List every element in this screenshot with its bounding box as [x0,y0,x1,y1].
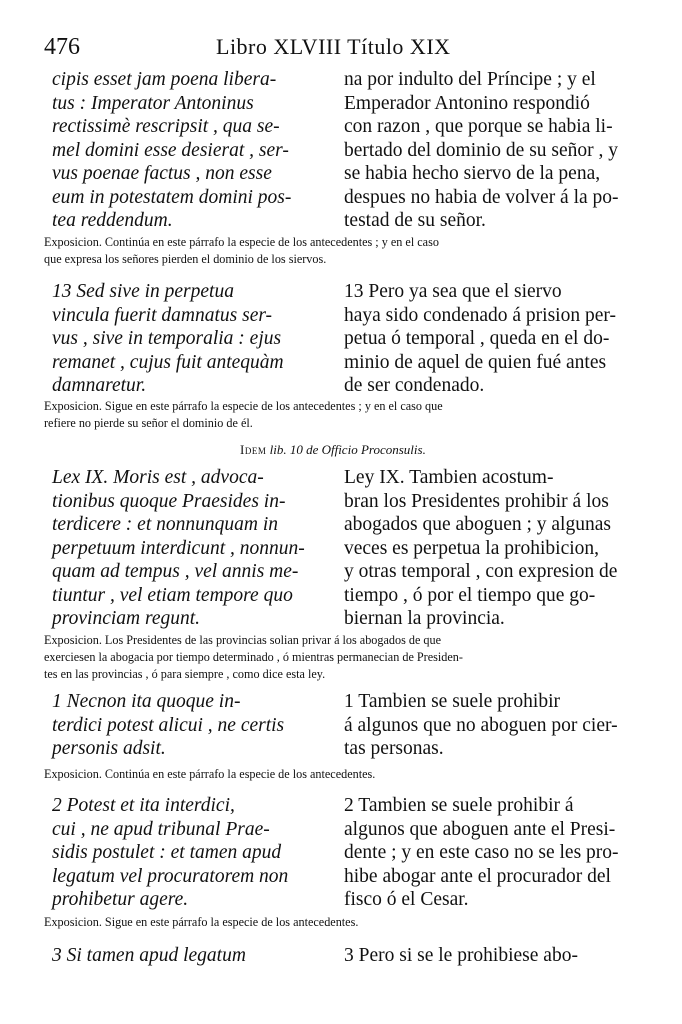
spanish-line: na por indulto del Príncipe ; y el [344,69,596,90]
exposition-line: que expresa los señores pierden el dominio de los siervos. [44,252,327,266]
latin-column [52,68,324,233]
exposition-line: Exposicion. Continúa en este párrafo la especie de los antecedentes ; y en el caso [44,235,439,249]
latin-column [52,690,324,761]
spanish-line: 1 Tambien se suele prohibir [344,691,560,712]
latin-line: provinciam regunt. [52,608,201,629]
latin-line: vincula fuerit damnatus ser- [52,304,273,326]
exposition-line: tes en las provincias , ó para siempre , como dice esta ley. [44,667,326,681]
latin-line: sidis postulet : et tamen apud [52,842,282,863]
latin-line: rectissimè rescripsit , qua se- [52,116,280,137]
latin-line: eum in potestatem domini pos- [52,186,292,208]
spanish-line: tas personas. [344,738,444,759]
latin-line: 3 Si tamen apud legatum [52,945,246,966]
latin-line: vus , sive in temporalia : ejus [52,328,282,349]
spanish-line: despues no habia de volver á la po- [344,186,619,208]
exposition-line: Exposicion. Sigue en este párrafo la especie de los antecedentes ; y en el caso que [44,399,443,413]
latin-line: prohibetur agere. [52,889,189,910]
spanish-line: Ley IX. Tambien acostum- [344,467,554,488]
exposition-line: refiere no pierde su señor el dominio de él. [44,416,253,430]
exposition-line: Exposicion. Sigue en este párrafo la especie de los antecedentes. [44,915,359,929]
spanish-line: 2 Tambien se suele prohibir á [344,795,574,816]
spanish-line: Emperador Antonino respondió [344,92,590,114]
latin-column [52,944,324,968]
latin-line: vus poenae factus , non esse [52,163,272,184]
latin-line: personis adsit. [52,738,166,759]
spanish-line: 3 Pero si se le prohibiese abo- [344,945,578,966]
latin-column [52,466,324,631]
latin-line: legatum vel procuratorem non [52,865,289,887]
latin-line: tiuntur , vel etiam tempore quo [52,584,293,606]
spanish-line: petua ó temporal , queda en el do- [344,328,610,349]
source-lead: Idem [240,442,267,457]
spanish-line: 13 Pero ya sea que el siervo [344,281,562,302]
spanish-column [344,68,644,233]
latin-line: Lex IX. Moris est , advoca- [52,467,264,488]
source-citation [240,442,426,458]
latin-line: cui , ne apud tribunal Prae- [52,818,270,840]
spanish-line: veces es perpetua la prohibicion, [344,537,600,559]
spanish-line: hibe abogar ante el procurador del [344,865,611,887]
spanish-line: dente ; y en este caso no se les pro- [344,842,619,863]
latin-line: perpetuum interdicunt , nonnun- [52,537,305,559]
latin-line: terdici potest alicui , ne certis [52,714,285,736]
page-header [44,34,644,64]
latin-line: mel domini esse desierat , ser- [52,139,289,161]
spanish-column [344,794,644,912]
spanish-line: algunos que aboguen ante el Presi- [344,818,616,840]
spanish-line: y otras temporal , con expresion de [344,561,618,582]
spanish-line: bran los Presidentes prohibir á los [344,490,609,512]
latin-line: damnaretur. [52,375,147,396]
latin-line: tus : Imperator Antoninus [52,92,254,114]
exposition-line: exerciesen la abogacia por tiempo determinado , ó mientras permanecian de Presiden- [44,650,463,664]
spanish-line: con razon , que porque se habia li- [344,116,613,137]
exposition [44,766,644,783]
spanish-line: bertado del dominio de su señor , y [344,139,619,161]
spanish-line: minio de aquel de quien fué antes [344,351,607,373]
source-rest: lib. 10 de Officio Proconsulis. [266,442,426,457]
latin-line: 13 Sed sive in perpetua [52,281,234,302]
spanish-column [344,690,644,761]
spanish-line: tiempo , ó por el tiempo que go- [344,584,596,606]
latin-column [52,280,324,398]
latin-line: cipis esset jam poena libera- [52,69,277,90]
latin-line: quam ad tempus , vel annis me- [52,561,299,582]
latin-line: tea reddendum. [52,210,173,231]
latin-line: terdicere : et nonnunquam in [52,514,279,535]
spanish-column [344,280,644,398]
spanish-line: testad de su señor. [344,210,486,231]
spanish-line: se habia hecho siervo de la pena, [344,163,601,184]
latin-line: tionibus quoque Praesides in- [52,490,286,512]
latin-line: 1 Necnon ita quoque in- [52,691,241,712]
spanish-line: fisco ó el Cesar. [344,889,469,910]
spanish-line: abogados que aboguen ; y algunas [344,514,611,535]
exposition [44,632,644,683]
spanish-line: á algunos que no aboguen por cier- [344,714,618,736]
exposition [44,914,644,931]
exposition-line: Exposicion. Continúa en este párrafo la especie de los antecedentes. [44,767,376,781]
latin-line: 2 Potest et ita interdici, [52,795,235,816]
spanish-line: de ser condenado. [344,375,485,396]
spanish-column [344,944,644,968]
exposition [44,398,644,432]
page-number: 476 [44,34,80,60]
running-title: Libro XLVIII Título XIX [216,34,451,59]
spanish-line: biernan la provincia. [344,608,505,629]
exposition-line: Exposicion. Los Presidentes de las provincias solian privar á los abogados de que [44,633,442,647]
latin-column [52,794,324,912]
spanish-column [344,466,644,631]
spanish-line: haya sido condenado á prision per- [344,304,616,326]
exposition [44,234,644,268]
latin-line: remanet , cujus fuit antequàm [52,351,284,373]
